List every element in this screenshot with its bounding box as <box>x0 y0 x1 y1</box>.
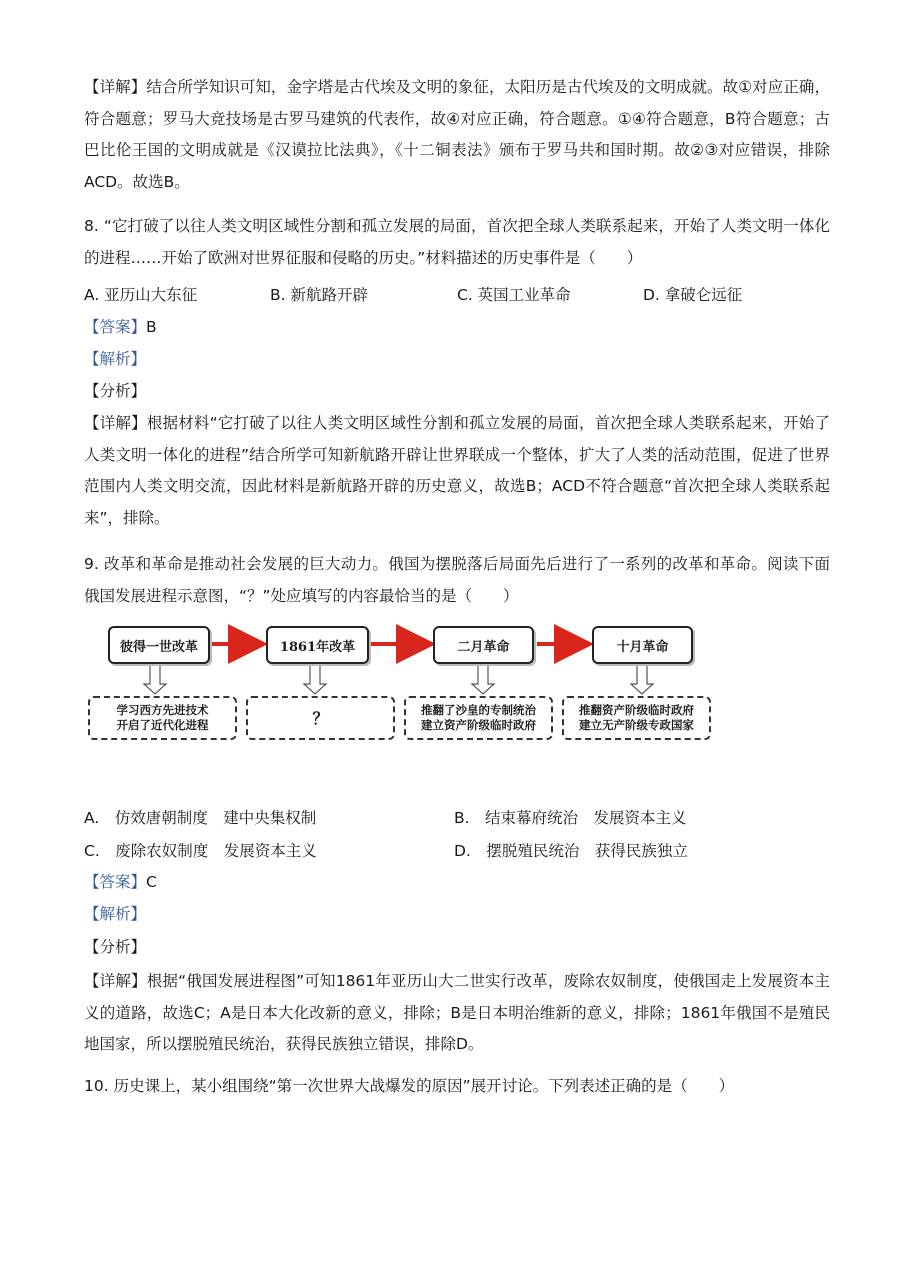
stage-peter-reform: 彼得一世改革 <box>108 626 210 664</box>
q9-option-b: B. 结束幕府统治 发展资本主义 <box>454 809 687 827</box>
down-arrow-3 <box>472 664 494 694</box>
detail-text: 根据材料“它打破了以往人类文明区域性分割和孤立发展的局面，首次把全球人类联系起来，开始了人类文明一体化的进程”结合所学可知新航路开辟让世界联成一个整体，扩大了人类的活动范围，促进了世界范围内人类文明交流，因此材料是新航路开辟的历史意义，故选B；ACD不符合题意“首次把全球人类联系起来”，排除。 <box>84 414 830 527</box>
q7-detail <box>84 72 830 198</box>
down-arrow-1 <box>144 664 166 694</box>
answer-value: B <box>146 318 157 336</box>
result-line: 建立资产阶级临时政府 <box>421 718 536 732</box>
down-arrow-4 <box>631 664 653 694</box>
q9-option-c: C. 废除农奴制度 发展资本主义 <box>84 842 317 860</box>
q9-option-a: A. 仿效唐朝制度 建中央集权制 <box>84 809 317 827</box>
q8-option-a: A. 亚历山大东征 <box>84 286 198 304</box>
q9-detail <box>84 966 830 1061</box>
detail-text: 结合所学知识可知，金字塔是古代埃及文明的象征，太阳历是古代埃及的文明成就。故①对应正确，符合题意；罗马大竞技场是古罗马建筑的代表作，故④对应正确，符合题意。①④符合题意，B符合题意；古巴比伦王国的文明成就是《汉谟拉比法典》，《十二铜表法》颁布于罗马共和国时期。故②③对应错误，排除ACD。故选B。 <box>84 78 830 191</box>
result-line: 推翻了沙皇的专制统治 <box>421 703 536 717</box>
russia-development-diagram <box>86 622 726 747</box>
q8-answer <box>84 312 830 344</box>
result-february-revolution <box>404 696 553 740</box>
q8-option-c: C. 英国工业革命 <box>457 286 571 304</box>
stage-1861-reform: 1861年改革 <box>266 626 369 664</box>
detail-tag: 【详解】 <box>84 78 147 96</box>
q9-fenxi-tag: 【分析】 <box>84 938 147 956</box>
q10-stem: 10. 历史课上，某小组围绕“第一次世界大战爆发的原因”展开讨论。下列表述正确的是（ ） <box>84 1077 735 1095</box>
answer-tag: 【答案】 <box>84 873 147 891</box>
answer-tag: 【答案】 <box>84 318 147 336</box>
result-line: 建立无产阶级专政国家 <box>579 718 694 732</box>
q8-fenxi-tag: 【分析】 <box>84 382 147 400</box>
q8-option-d: D. 拿破仑远征 <box>643 286 743 304</box>
down-arrow-2 <box>304 664 326 694</box>
q8-analysis-tag: 【解析】 <box>84 350 147 368</box>
detail-tag: 【详解】 <box>84 414 147 432</box>
result-october-revolution <box>562 696 711 740</box>
stage-february-revolution: 二月革命 <box>433 626 534 664</box>
result-1861-reform-unknown <box>246 696 395 740</box>
result-line: 学习西方先进技术 <box>116 703 209 717</box>
detail-tag: 【详解】 <box>84 972 147 990</box>
q8-stem: 8. “它打破了以往人类文明区域性分割和孤立发展的局面，首次把全球人类联系起来，开始了人类文明一体化的进程……开始了欧洲对世界征服和侵略的历史。”材料描述的历史事件是（ ） <box>84 217 830 267</box>
q9-option-d: D. 摆脱殖民统治 获得民族独立 <box>454 842 688 860</box>
detail-text: 根据“俄国发展进程图”可知1861年亚历山大二世实行改革，废除农奴制度，使俄国走上发展资本主义的道路，故选C；A是日本大化改新的意义，排除；B是日本明治维新的意义，排除；1861年俄国不是殖民地国家，所以摆脱殖民统治，获得民族独立错误，排除D。 <box>84 972 830 1053</box>
q9-stem: 9. 改革和革命是推动社会发展的巨大动力。俄国为摆脱落后局面先后进行了一系列的改革和革命。阅读下面俄国发展进程示意图，“？”处应填写的内容最恰当的是（ ） <box>84 555 830 605</box>
q8-option-b: B. 新航路开辟 <box>270 286 368 304</box>
result-peter-reform <box>88 696 237 740</box>
stage-october-revolution: 十月革命 <box>592 626 693 664</box>
q9-analysis-tag: 【解析】 <box>84 905 147 923</box>
q9-answer <box>84 867 830 899</box>
answer-value: C <box>146 873 157 891</box>
result-line: 开启了近代化进程 <box>116 718 209 732</box>
result-line: 推翻资产阶级临时政府 <box>579 703 694 717</box>
question-mark: ？ <box>312 708 329 728</box>
q8-detail <box>84 408 830 534</box>
